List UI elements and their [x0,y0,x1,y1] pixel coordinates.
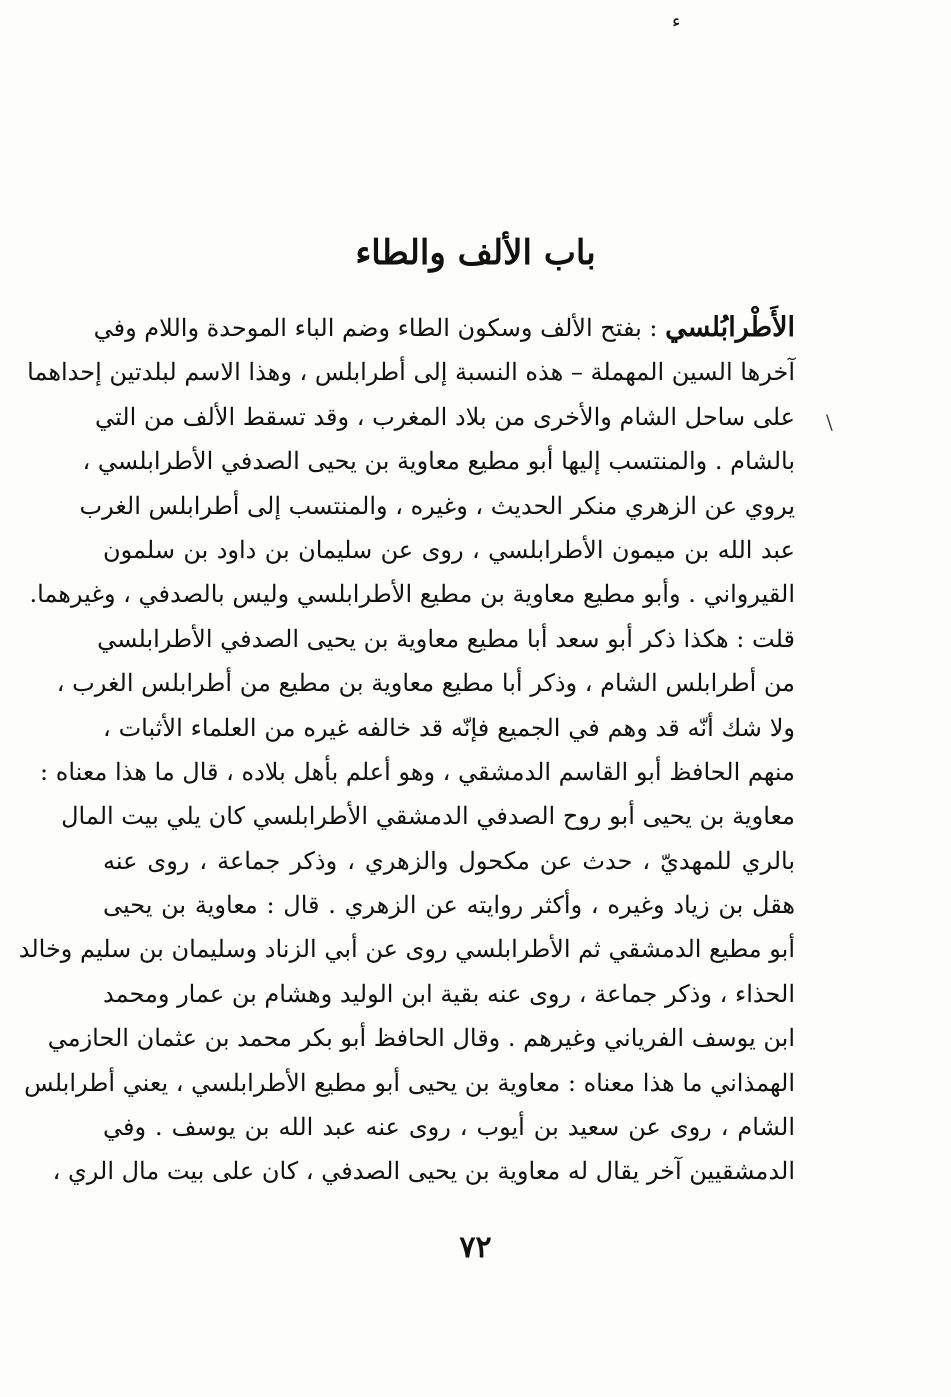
margin-mark: \ [826,410,833,434]
text-line: من أطرابلس الشام ، وذكر أبا مطيع معاوية بن مطيع من أطرابلس الغرب ، [56,669,795,698]
page-number: ٧٢ [459,1230,492,1265]
text-line: الدمشقيين آخر يقال له معاوية بن يحيى الصدفي ، كان على بيت مال الري ، [52,1157,795,1186]
text-line: ولا شك أنّه قد وهم في الجميع فإنّه قد خالفه غيره من العلماء الأثبات ، [103,713,795,742]
headword: الأَطْرابُلسي [665,312,795,343]
text-line: يروي عن الزهري منكر الحديث ، وغيره ، والمنتسب إلى أطرابلس الغرب [79,491,795,520]
text-line: الشام ، روى عن سعيد بن أيوب ، روى عنه عبد الله بن يوسف . وفي [103,1113,795,1142]
text-line: الحذاء ، وذكر جماعة ، روى عنه بقية ابن الوليد وهشام بن عمار ومحمد [103,979,795,1008]
first-line-text: : بفتح الألف وسكون الطاء وضم الباء الموحدة واللام وفي [93,314,658,342]
top-mark: ء [672,11,681,32]
text-line: هقل بن زياد وغيره ، وأكثر روايته عن الزهري . قال : معاوية بن يحيى [103,891,795,920]
text-line: معاوية بن يحيى أبو روح الصدفي الدمشقي الأطرابلسي كان يلي بيت المال [61,802,795,831]
text-line: بالشام . والمنتسب إليها أبو مطيع معاوية بن يحيى الصدفي الأطرابلسي ، [82,447,795,476]
text-line: أبو مطيع الدمشقي ثم الأطرابلسي روى عن أبي الزناد وسليمان بن سليم وخالد [18,935,795,964]
text-line: القيرواني . وأبو مطيع معاوية بن مطيع الأطرابلسي وليس بالصدفي ، وغيرهما. [29,580,795,609]
entry-body [18,306,795,1194]
text-line: قلت : هكذا ذكر أبو سعد أبا مطيع معاوية بن يحيى الصدفي الأطرابلسي [97,624,795,653]
text-line: آخرها السين المهملة – هذه النسبة إلى أطرابلس ، وهذا الاسم لبلدتين إحداهما [27,358,795,387]
text-line: ابن يوسف الفرياني وغيرهم . وقال الحافظ أبو بكر محمد بن عثمان الحازمي [47,1024,795,1053]
text-line: على ساحل الشام والأخرى من بلاد المغرب ، وقد تسقط الألف من التي [95,402,795,431]
text-line: عبد الله بن ميمون الأطرابلسي ، روى عن سليمان بن داود بن سلمون [103,535,795,564]
text-line: منهم الحافظ أبو القاسم الدمشقي ، وهو أعلم بأهل بلاده ، قال ما هذا معناه : [40,757,795,786]
text-line [93,306,795,350]
chapter-title: باب الألف والطاء [355,233,596,273]
text-line: بالري للمهديّ ، حدث عن مكحول والزهري ، وذكر جماعة ، روى عنه [103,846,795,875]
text-line: الهمذاني ما هذا معناه : معاوية بن يحيى أبو مطيع الأطرابلسي ، يعني أطرابلس [24,1068,795,1097]
